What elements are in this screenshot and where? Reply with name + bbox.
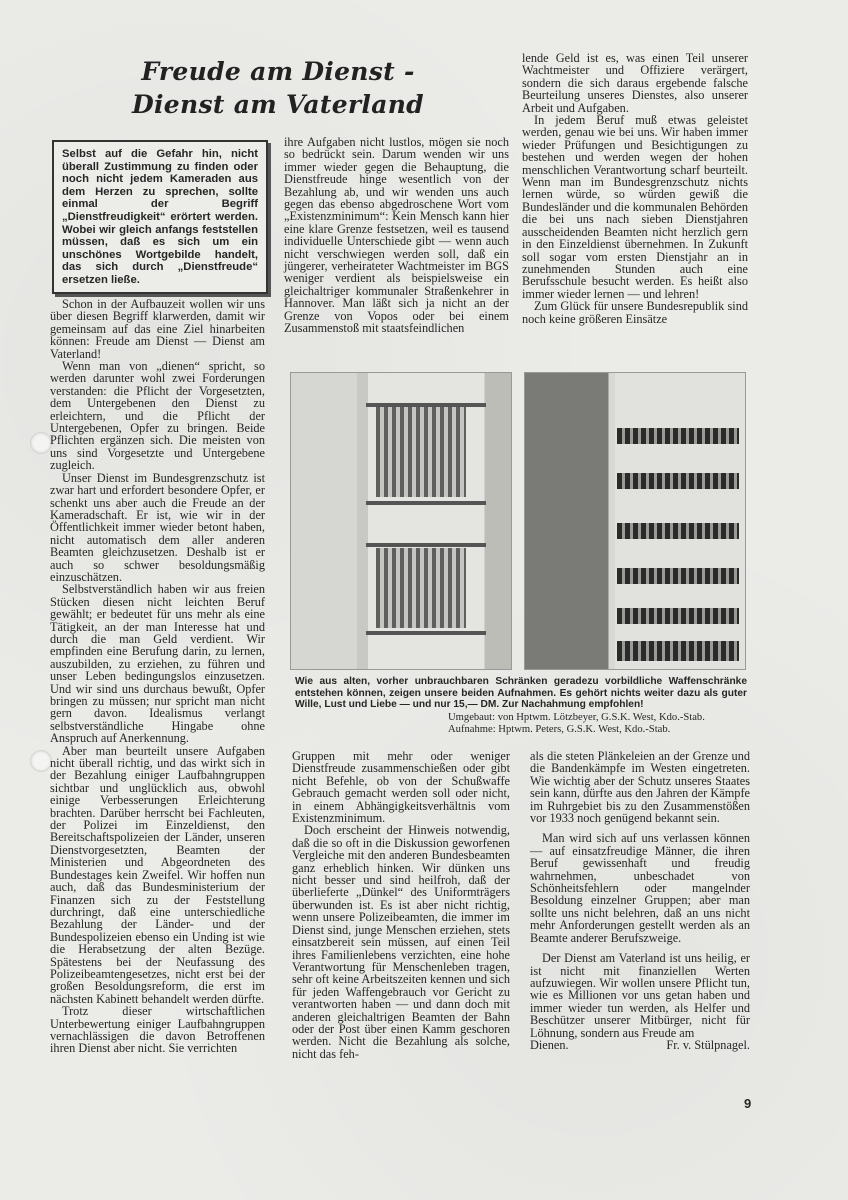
paragraph: Doch erscheint der Hinweis notwendig, daß die so oft in die Diskussion geworfenen Vergleiche mit den anderen Bundesbeamten ganz erheblich hinken. Wir dünken uns nicht besser und sind heilfroh, daß der überlieferte „Dünkel“ des Uniformträgers überwunden ist. Es ist aber nicht richtig, wenn unsere Polizeibeamten, die immer im Dienst sind, junge Menschen erziehen, stets einsatzbereit sein müssen, auf einen Teil ihres Familienlebens verzichten, eine hohe Verantwortung für Menschenleben tragen, sehr oft keine Arbeitszeiten kennen und sich für jeden Waffengebrauch vor Gericht zu verantworten haben — und dann doch mit anderen gleichaltrigen Beamten der Bahn oder der Post über einen Kamm geschoren werden. Nicht die Bezahlung als solche, nicht das feh-	[292, 823, 510, 1061]
photo-credits	[448, 712, 748, 735]
right-column-top	[522, 52, 748, 325]
closing-word: Dienen.	[530, 1037, 569, 1052]
middle-column-top	[284, 136, 509, 335]
shelf	[366, 631, 486, 635]
paragraph: Unser Dienst im Bundesgrenzschutz ist zwar hart und erfordert besondere Opfer, er schenkt uns aber auch die Freude an der Kameradschaft. Er ist, wie wir in der Öffentlichkeit immer wieder betont haben, nicht automatisch dem aller anderen Beamten gleichzusetzen. Deshalb ist er auch so schwer besoldungsmäßig einzuschätzen.	[50, 470, 265, 584]
paragraph: Man wird sich auf uns verlassen können — auf einsatzfreudige Männer, die ihren Beruf gewissenhaft und freudig wahrnehmen, unbeschadet von Schönheitsfehlern oder mangelnder Besoldung einzelner Gruppen; aber man sollte uns nicht belehren, daß an uns nicht mehr Anforderungen gestellt werden als an Beamte anderer Berufszweige.	[530, 831, 750, 945]
paragraph: Zum Glück für unsere Bundesrepublik sind noch keine größeren Einsätze	[522, 299, 748, 326]
ammo-row	[617, 473, 739, 489]
paragraph: ihre Aufgaben nicht lustlos, mögen sie noch so bedrückt sein. Darum wenden wir uns immer wieder gegen die Behauptung, die Dienstfreude hinge wesentlich von der Bezahlung ab, und wir wenden uns auch gegen das ebenso abgedroschene Wort vom „Existenzminimum“: Kein Mensch kann hier eine klare Grenze festsetzen, weil es tausend individuelle Unterschiede gibt — wenn auch nicht verschwiegen werden soll, daß ein jüngerer, verheirateter Wachtmeister im BGS weniger verdient als beispielsweise ein gleichaltriger kommunaler Straßenkehrer in Hannover. Man läßt sich ja nicht an der Grenze von Vopos oder bei einem Zusammenstoß mit staatsfeindlichen	[284, 135, 509, 336]
signature-line	[530, 1039, 750, 1051]
ammo-row	[617, 523, 739, 539]
intro-box: Selbst auf die Gefahr hin, nicht überall Zustimmung zu finden oder noch nicht jedem Kameraden aus dem Herzen zu sprechen, sollte einmal der Begriff „Dienstfreudigkeit“ erörtert werden. Wobei wir gleich anfangs feststellen müssen, daß es sich um ein unschönes Wortgebilde handelt, das sich durch „Dienstfreude“ ersetzen ließe.	[52, 140, 268, 294]
paragraph: als die steten Plänkeleien an der Grenze und die Bandenkämpfe im Westen eingetreten. Wie wichtig aber der Schutz unseres Staates sein kann, dürfte aus den Jahren der Kämpfe im Ruhrgebiet bis zu den Zusammenstößen vor 1933 noch genügend bekannt sein.	[530, 749, 750, 826]
article-title	[118, 55, 438, 121]
ammo-row	[617, 608, 739, 624]
paragraph: Selbstverständlich haben wir aus freien Stücken diesen nicht leichten Beruf gewählt; er bedeutet für uns mehr als eine Tätigkeit, an der man Interesse hat und durch die man Geld verdient. Wir empfinden eine Berufung darin, zu lernen, auszubilden, zu erziehen, zu führen und unser Leben bedingungslos einzusetzen. Und wir sind uns durchaus bewußt, Opfer bringen zu müssen; nur spricht man nicht gern davon. Idealismus verlangt selbstverständliche Hingabe ohne Anspruch auf Anerkennung.	[50, 582, 265, 746]
author-signature: Fr. v. Stülpnagel.	[666, 1037, 750, 1052]
title-line-1: Freude am Dienst -	[141, 57, 415, 86]
paragraph: In jedem Beruf muß etwas geleistet werden, genau wie bei uns. Wir haben immer wieder Prüfungen und Besichtigungen zu bestehen und werden wegen der hohen menschlichen Verantwortung scharf beurteilt. Wenn man im Bundesgrenzschutz nichts lernen würde, so würden gewiß die Bundesländer und die kommunalen Behörden die bei uns nach sieben Dienstjahren ausscheidenden Beamten nicht herzlich gern in den Einzeldienst übernehmen. In Zukunft soll sogar vom ersten Dienstjahr an in zunehmenden Stunden auch eine Berufsschule besucht werden. Es heißt also immer wieder lernen — und lehren!	[522, 113, 748, 301]
credit-built-by: Umgebaut: von Hptwm. Lötzbeyer, G.S.K. West, Kdo.-Stab.	[448, 712, 705, 723]
paragraph: Schon in der Aufbauzeit wollen wir uns über diesen Begriff klarwerden, damit wir gemeinsam auf das eine Ziel hinarbeiten können: Freude am Dienst — Dienst am Vaterland!	[50, 297, 265, 361]
shelf	[366, 501, 486, 505]
credit-photo-by: Aufnahme: Hptwm. Peters, G.S.K. West, Kdo.-Stab.	[448, 723, 671, 735]
shelf	[366, 543, 486, 547]
punch-hole	[30, 750, 52, 772]
paragraph: Wenn man von „dienen“ spricht, so werden darunter wohl zwei Forderungen verstanden: die Pflicht der Vorgesetzten, dem Untergebenen den Dienst zu erleichtern, und die Pflicht der Untergebenen, Opfer zu bringen. Beide Pflichten ergänzen sich. Die meisten von uns sind Vorgesetzte und Untergebene zugleich.	[50, 359, 265, 473]
right-column-bottom	[530, 750, 750, 1051]
page-number: 9	[744, 1096, 752, 1111]
punch-hole	[30, 432, 52, 454]
paragraph: Aber man beurteilt unsere Aufgaben nicht überall richtig, und das wirkt sich in der Bezahlung einiger Laufbahngruppen sichtbar und unglücklich aus, obwohl einige Verbesserungen Erleichterung brachten. Darüber herrscht bei Fachleuten, der Polizei im Einzeldienst, den Bereitschaftspolizeien der Länder, unseren Dienstvorgesetzten, Beamten der Ministerien und Abgeordneten des Bundestages kein Zweifel. Wir hoffen nun auch, daß das Bundesministerium der Finanzen sich zu der Feststellung durchringt, daß eine unterschiedliche Bezahlung der Länder- und der Bundespolizeien ebenso ein Unding ist wie die Herabsetzung der alten Bezüge. Spätestens bei der Neufassung des Polizeibeamtengesetzes, nicht erst bei der großen Besoldungsreform, die erst im nächsten Kabinett behandelt werden dürfte.	[50, 743, 265, 1006]
paragraph: Trotz dieser wirtschaftlichen Unterbewertung einiger Laufbahngruppen vernachlässigen die davon Betroffenen ihren Dienst aber nicht. Sie verrichten	[50, 1004, 265, 1056]
left-column	[50, 298, 265, 1055]
photo-caption: Wie aus alten, vorher unbrauchbaren Schränken geradezu vorbildliche Waffenschränke entstehen können, zeigen unsere beiden Aufnahmen. Es gehört nichts weiter dazu als guter Wille, Lust und Liebe — und nur 15,— DM. Zur Nachahmung empfohlen!	[295, 676, 747, 711]
paragraph: Gruppen mit mehr oder weniger Dienstfreude zusammenschießen oder gibt nicht Befehle, ob von der Schußwaffe Gebrauch gemacht werden soll oder nicht, in einem Abhängigkeitsverhältnis vom Existenzminimum.	[292, 749, 510, 826]
rifle-rack	[376, 407, 466, 497]
rifle-rack	[376, 548, 466, 628]
ammo-row	[617, 641, 739, 661]
middle-column-bottom	[292, 750, 510, 1060]
ammo-row	[617, 428, 739, 444]
photo-weapon-cabinet-rifles	[290, 372, 512, 670]
title-line-2: Dienst am Vaterland	[132, 90, 424, 119]
ammo-row	[617, 568, 739, 584]
photo-weapon-cabinet-ammunition	[524, 372, 746, 670]
paragraph: lende Geld ist es, was einen Teil unserer Wachtmeister und Offiziere verärgert, sondern die sich daraus ergebende falsche Beurteilung unseres Dienstes, also unserer Arbeit und Aufgaben.	[522, 51, 748, 115]
closing-paragraph: Der Dienst am Vaterland ist uns heilig, er ist nicht mit finanziellen Werten aufzuwiegen. Wir wollen unsere Pflicht tun, wie es Millionen vor uns getan haben und immer wieder tun werden, als Helfer und Beschützer unserer Mitbürger, nicht für Löhnung, sondern aus Freude am	[530, 951, 750, 1040]
